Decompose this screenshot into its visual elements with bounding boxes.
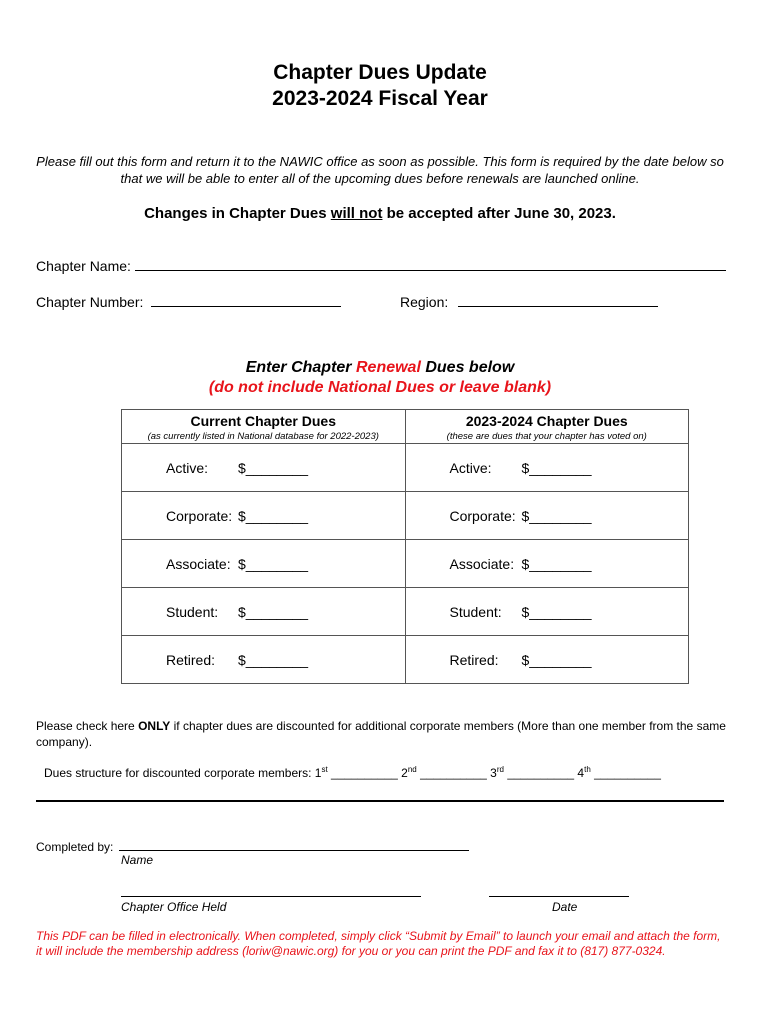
chapter-name-input[interactable] [135, 256, 726, 271]
discount-3-input[interactable]: __________ [507, 766, 575, 780]
completed-by-label: Completed by: [36, 840, 114, 854]
chapter-name-label: Chapter Name: [36, 258, 131, 274]
current-retired-cell [122, 636, 406, 684]
renewal-word: Renewal [355, 359, 421, 376]
dues-label: Corporate: [449, 507, 516, 524]
date-input[interactable] [489, 884, 629, 897]
new-associate-input[interactable]: $________ [521, 555, 592, 572]
intro-text: Please fill out this form and return it to the NAWIC office as soon as possible. This form is required by the date below so that we will be able to enter all of the upcoming dues before renewals are launched online. [36, 154, 724, 186]
discount-1-input[interactable]: __________ [331, 766, 398, 780]
ordinal-4: th [584, 765, 591, 774]
chapter-number-input[interactable] [151, 292, 341, 307]
dues-table-header [122, 410, 689, 444]
current-dues-title: Current Chapter Dues [190, 413, 336, 429]
dues-label: Associate: [166, 555, 231, 572]
table-row [122, 636, 689, 684]
current-active-input[interactable]: $________ [238, 459, 309, 476]
dues-table [121, 409, 689, 684]
new-dues-header [405, 410, 689, 444]
office-held-input[interactable] [121, 884, 421, 897]
warning-post: be accepted after June 30, 2023. [382, 205, 616, 222]
current-retired-input[interactable]: $________ [238, 651, 309, 668]
current-dues-header [122, 410, 406, 444]
table-row [122, 540, 689, 588]
new-student-input[interactable]: $________ [521, 603, 592, 620]
dues-label: Associate: [449, 555, 515, 572]
new-dues-title: 2023-2024 Chapter Dues [465, 413, 628, 429]
current-corporate-input[interactable]: $________ [238, 507, 309, 524]
discount-structure [44, 762, 734, 781]
section-heading [0, 358, 760, 378]
new-retired-cell [405, 636, 689, 684]
discount-note-post: if chapter dues are discounted for additional corporate members (More than one member from the same company). [36, 719, 726, 749]
new-dues-subtitle: (these are dues that your chapter has voted on) [446, 431, 647, 442]
dues-label: Retired: [166, 651, 216, 668]
discount-note[interactable] [36, 718, 726, 750]
current-student-input[interactable]: $________ [238, 603, 309, 620]
dues-label: Retired: [449, 651, 499, 668]
ordinal-3: rd [496, 765, 504, 774]
warning-emphasis: will not [330, 205, 383, 222]
chapter-name-row [36, 256, 726, 274]
current-corporate-cell [122, 492, 406, 540]
section-heading-post: Dues below [420, 359, 515, 376]
discount-note-only: ONLY [138, 719, 171, 733]
table-row [122, 492, 689, 540]
discount-structure-label: Dues structure for discounted corporate members: 1 [44, 766, 322, 780]
new-active-input[interactable]: $________ [521, 459, 592, 476]
deadline-warning [0, 205, 760, 222]
new-active-cell [405, 444, 689, 492]
chapter-number-label: Chapter Number: [36, 294, 144, 310]
ordinal-2: nd [407, 765, 417, 774]
discount-2-input[interactable]: __________ [420, 766, 487, 780]
current-dues-subtitle: (as currently listed in National database for 2022-2023) [147, 431, 379, 442]
date-caption: Date [552, 900, 578, 914]
completed-by-row [36, 838, 469, 855]
form-title: Chapter Dues Update [273, 61, 487, 84]
dues-label: Corporate: [166, 507, 233, 524]
submission-instructions: This PDF can be filled in electronically. When completed, simply click “Submit by Email” to launch your email and attach the form, it will include the membership address (loriw@nawic.org) for you or you can print the PDF and fax it to (817) 877-0324. [36, 929, 721, 958]
tier-3-number: 3 [490, 766, 497, 780]
discount-note-pre: Please check here [36, 719, 139, 733]
region-row [400, 292, 658, 310]
current-student-cell [122, 588, 406, 636]
office-held-caption: Chapter Office Held [121, 900, 227, 914]
tier-2-number: 2 [401, 766, 408, 780]
new-corporate-input[interactable]: $________ [521, 507, 592, 524]
new-student-cell [405, 588, 689, 636]
section-divider [36, 800, 724, 802]
ordinal-1: st [321, 765, 328, 774]
dues-label: Active: [166, 459, 209, 476]
section-note: (do not include National Dues or leave blank) [208, 379, 552, 396]
discount-4-input[interactable]: __________ [594, 766, 661, 780]
dues-label: Student: [449, 603, 502, 620]
new-retired-input[interactable]: $________ [521, 651, 592, 668]
fiscal-year-title: 2023-2024 Fiscal Year [272, 87, 488, 110]
table-row [122, 444, 689, 492]
dues-label: Active: [449, 459, 492, 476]
current-associate-cell [122, 540, 406, 588]
chapter-number-row [36, 292, 341, 310]
region-input[interactable] [458, 292, 658, 307]
completed-by-name-input[interactable] [119, 838, 469, 851]
region-label: Region: [400, 294, 449, 310]
warning-pre: Changes in Chapter Dues [144, 205, 331, 222]
current-associate-input[interactable]: $________ [238, 555, 309, 572]
dues-label: Student: [166, 603, 219, 620]
new-corporate-cell [405, 492, 689, 540]
new-associate-cell [405, 540, 689, 588]
current-active-cell [122, 444, 406, 492]
section-heading-pre: Enter Chapter [245, 359, 356, 376]
tier-4-number: 4 [577, 766, 585, 780]
name-caption: Name [121, 853, 154, 867]
table-row [122, 588, 689, 636]
